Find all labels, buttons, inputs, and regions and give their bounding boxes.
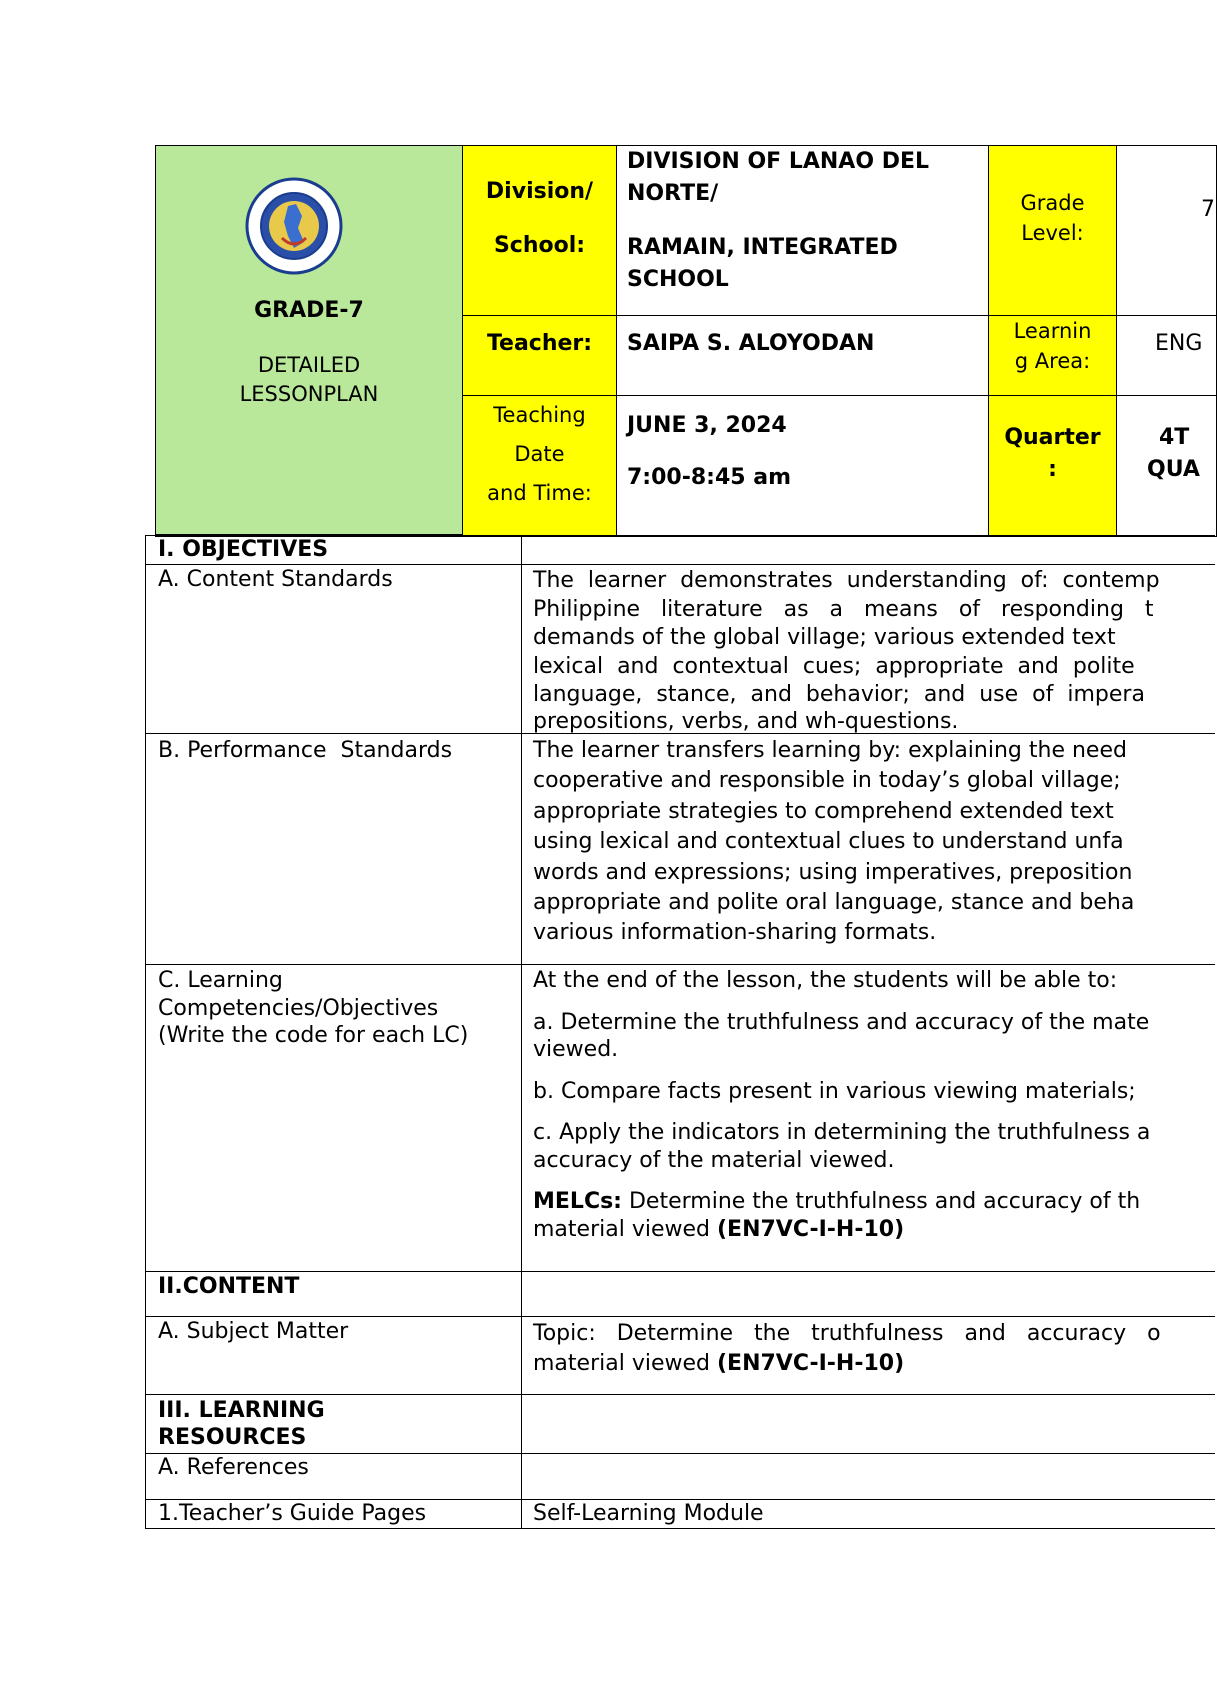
content-standards-label: A. Content Standards (146, 565, 522, 733)
deped-seal-icon (244, 176, 344, 276)
melcs-label: MELCs: (533, 1189, 622, 1214)
objective-b: b. Compare facts present in various viewing materials; (533, 1078, 1136, 1104)
teacher-label-cell (463, 316, 617, 396)
grade-level-label-line1: Grade (1020, 191, 1085, 215)
objective-c-line1: c. Apply the indicators in determining the truthfulness a (533, 1120, 1151, 1145)
content-line: language, stance, and behavior; and use of impera (533, 682, 1145, 707)
plan-type-line2: LESSONPLAN (239, 382, 379, 406)
competencies-row (145, 965, 1215, 1272)
teachers-guide-row (145, 1500, 1215, 1529)
grade-level-value: 7 (1201, 197, 1215, 222)
performance-line: appropriate and polite oral language, stance and beha (533, 890, 1135, 916)
quarter-label-line2: : (1048, 457, 1057, 482)
competencies-intro: At the end of the lesson, the students will be able to: (533, 968, 1118, 993)
performance-line: cooperative and responsible in today’s global village; (533, 768, 1121, 794)
division-school-label-cell (463, 146, 617, 316)
teachers-guide-value: Self-Learning Module (533, 1501, 764, 1526)
resources-heading-line1: III. LEARNING (158, 1398, 325, 1423)
melcs-code: (EN7VC-I-H-10) (716, 1216, 905, 1242)
learning-area-value: ENG (1155, 331, 1203, 356)
grade-title: GRADE-7 (254, 298, 364, 323)
grade-level-value-cell (1117, 146, 1216, 316)
division-label: Division/ (485, 179, 594, 204)
teachers-guide-label: 1.Teacher’s Guide Pages (146, 1500, 522, 1528)
content-line: The learner demonstrates understanding of: contemp (533, 568, 1160, 593)
topic-line2-text: material viewed (533, 1351, 717, 1376)
date-value: JUNE 3, 2024 (627, 413, 787, 438)
references-empty (522, 1454, 1215, 1499)
subject-matter-row (145, 1317, 1215, 1395)
header-table (155, 145, 1217, 537)
performance-standards-label: B. Performance Standards (146, 734, 522, 964)
objectives-heading: I. OBJECTIVES (146, 536, 522, 564)
objective-a-line1: a. Determine the truthfulness and accuracy of the mate (533, 1009, 1150, 1035)
objective-a-line2: viewed. (533, 1037, 619, 1062)
competencies-label-line: Competencies/Objectives (158, 995, 439, 1021)
content-line: demands of the global village; various extended text (533, 625, 1116, 650)
subject-matter-text (522, 1317, 1215, 1394)
competencies-label-line: (Write the code for each LC) (158, 1023, 469, 1048)
school-label: School: (493, 233, 586, 258)
division-school-value-cell (617, 146, 989, 316)
content-heading-row (145, 1272, 1215, 1317)
topic-line2 (533, 1349, 1215, 1379)
objectives-heading-row (145, 536, 1215, 565)
grade-level-label-line2: Level: (1021, 221, 1084, 245)
resources-heading (146, 1395, 522, 1453)
quarter-label-cell (989, 396, 1117, 535)
time-value: 7:00-8:45 am (627, 465, 792, 490)
quarter-value-line1: 4T (1159, 425, 1190, 450)
melcs-line2 (533, 1216, 1215, 1244)
references-label: A. References (146, 1454, 522, 1499)
topic-line1: Topic: Determine the truthfulness and accuracy o (533, 1321, 1161, 1346)
division-value-line1: DIVISION OF LANAO DEL (627, 149, 930, 174)
division-value-line2: NORTE/ (627, 181, 719, 206)
performance-line: appropriate strategies to comprehend extended text (533, 798, 1114, 824)
performance-standards-text (522, 734, 1215, 964)
resources-heading-row (145, 1395, 1215, 1454)
quarter-value-line2: QUA (1147, 457, 1200, 482)
content-line: lexical and contextual cues; appropriate and polite (533, 653, 1135, 679)
performance-line: The learner transfers learning by: explaining the need (533, 738, 1127, 763)
melcs-text: Determine the truthfulness and accuracy of th (621, 1189, 1141, 1214)
content-heading: II.CONTENT (146, 1272, 522, 1316)
performance-line: various information-sharing formats. (533, 920, 937, 946)
teaching-label-line1: Teaching (493, 403, 586, 427)
quarter-value-cell (1117, 396, 1216, 535)
teaching-date-value-cell (617, 396, 989, 535)
learning-area-label-cell (989, 316, 1117, 396)
teacher-label: Teacher: (486, 331, 593, 356)
learning-area-value-cell (1117, 316, 1216, 396)
grade-level-label-cell (989, 146, 1117, 316)
objectives-heading-empty (522, 536, 1215, 564)
teacher-value: SAIPA S. ALOYODAN (627, 331, 875, 356)
plan-type-line1: DETAILED (257, 353, 361, 377)
references-row (145, 1454, 1215, 1500)
performance-standards-row (145, 734, 1215, 965)
learning-area-label-line2: g Area: (1014, 349, 1091, 373)
competencies-label-line: C. Learning (158, 968, 283, 993)
school-value-line1: RAMAIN, INTEGRATED (627, 235, 898, 260)
competencies-label (146, 965, 522, 1271)
resources-heading-empty (522, 1395, 1215, 1453)
content-heading-empty (522, 1272, 1215, 1316)
school-value-line2: SCHOOL (627, 267, 729, 292)
performance-line: words and expressions; using imperatives, preposition (533, 859, 1133, 885)
teaching-label-line3: and Time: (487, 481, 592, 505)
content-line: Philippine literature as a means of responding t (533, 596, 1154, 622)
performance-line: using lexical and contextual clues to understand unfa (533, 829, 1124, 855)
content-standards-row (145, 565, 1215, 734)
learning-area-label-line1: Learnin (1013, 319, 1092, 343)
topic-code: (EN7VC-I-H-10) (716, 1351, 905, 1376)
melcs-line1 (533, 1188, 1215, 1216)
quarter-label-line1: Quarter (1004, 425, 1101, 450)
teacher-value-cell (617, 316, 989, 396)
objective-c-line2: accuracy of the material viewed. (533, 1147, 895, 1173)
competencies-text (522, 965, 1215, 1271)
melcs-text2: material viewed (533, 1216, 717, 1242)
teaching-date-label-cell (463, 396, 617, 535)
content-standards-text (522, 565, 1215, 733)
subject-matter-label: A. Subject Matter (146, 1317, 522, 1394)
title-cell (156, 146, 463, 535)
content-line: prepositions, verbs, and wh-questions. (533, 708, 959, 734)
objectives-table (145, 535, 1215, 1529)
teaching-label-line2: Date (514, 442, 565, 466)
resources-heading-line2: RESOURCES (158, 1425, 307, 1450)
